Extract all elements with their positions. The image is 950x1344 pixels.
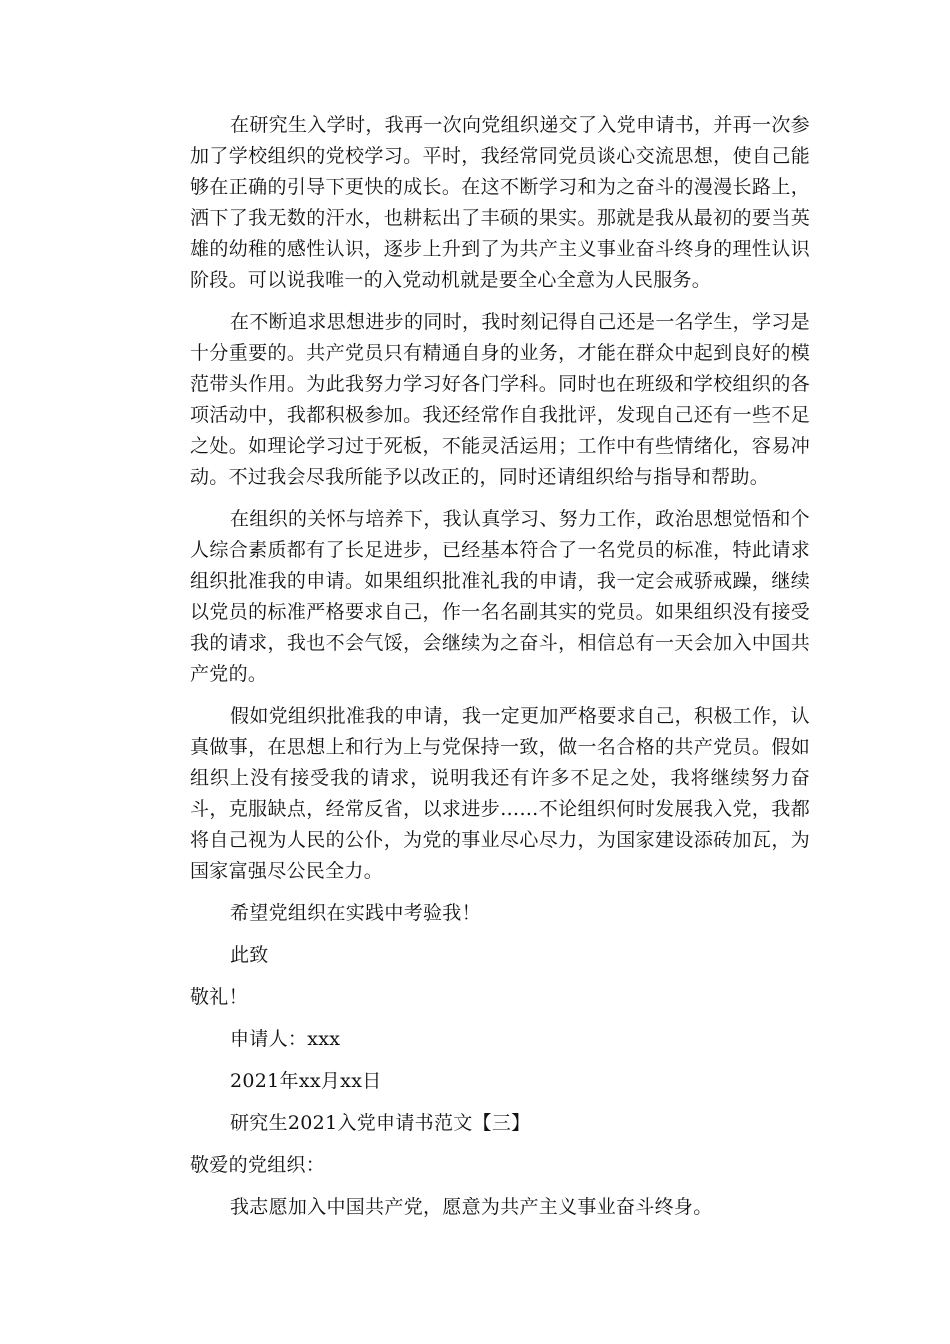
body-paragraph-3: 在组织的关怀与培养下，我认真学习、努力工作，政治思想觉悟和个人综合素质都有了长足进步，已经基本符合了一名党员的标准，特此请求组织批准我的申请。如果组织批准礼我的申请，我一定会戒骄戒躁，继续以党员的标准严格要求自己，作一名名副其实的党员。如果组织没有接受我的请求，我也不会气馁，会继续为之奋斗，相信总有一天会加入中国共产党的。 xyxy=(190,508,810,685)
body-paragraph-4: 假如党组织批准我的申请，我一定更加严格要求自己，积极工作，认真做事，在思想上和行为上与党保持一致，做一名合格的共产党员。假如组织上没有接受我的请求，说明我还有许多不足之处，我将继续努力奋斗，克服缺点，经常反省，以求进步……不论组织何时发展我入党，我都将自己视为人民的公仆，为党的事业尽心尽力，为国家建设添砖加瓦，为国家富强尽公民全力。 xyxy=(190,705,810,882)
applicant-line: 申请人：xxx xyxy=(230,1028,341,1050)
date-line: 2021年xx月xx日 xyxy=(230,1070,382,1092)
closing-line: 此致 xyxy=(230,944,269,966)
body-paragraph-1: 在研究生入学时，我再一次向党组织递交了入党申请书，并再一次参加了学校组织的党校学习。平时，我经常同党员谈心交流思想，使自己能够在正确的引导下更快的成长。在这不断学习和为之奋斗的漫漫长路上，洒下了我无数的汗水，也耕耘出了丰硕的果实。那就是我从最初的要当英雄的幼稚的感性认识，逐步上升到了为共产主义事业奋斗终身的理性认识阶段。可以说我唯一的入党动机就是要全心全意为人民服务。 xyxy=(190,114,810,291)
document-body xyxy=(190,110,810,1234)
section-title: 研究生2021入党申请书范文【三】 xyxy=(230,1112,531,1134)
hope-line: 希望党组织在实践中考验我！ xyxy=(230,902,481,924)
salute-line: 敬礼！ xyxy=(190,986,248,1008)
body-paragraph-2: 在不断追求思想进步的同时，我时刻记得自己还是一名学生，学习是十分重要的。共产党员只有精通自身的业务，才能在群众中起到良好的模范带头作用。为此我努力学习好各门学科。同时也在班级和学校组织的各项活动中，我都积极参加。我还经常作自我批评，发现自己还有一些不足之处。如理论学习过于死板，不能灵活运用；工作中有些情绪化，容易冲动。不过我会尽我所能予以改正的，同时还请组织给与指导和帮助。 xyxy=(190,311,810,488)
greeting-line: 敬爱的党组织： xyxy=(190,1154,326,1176)
opening-line: 我志愿加入中国共产党，愿意为共产主义事业奋斗终身。 xyxy=(230,1196,713,1218)
